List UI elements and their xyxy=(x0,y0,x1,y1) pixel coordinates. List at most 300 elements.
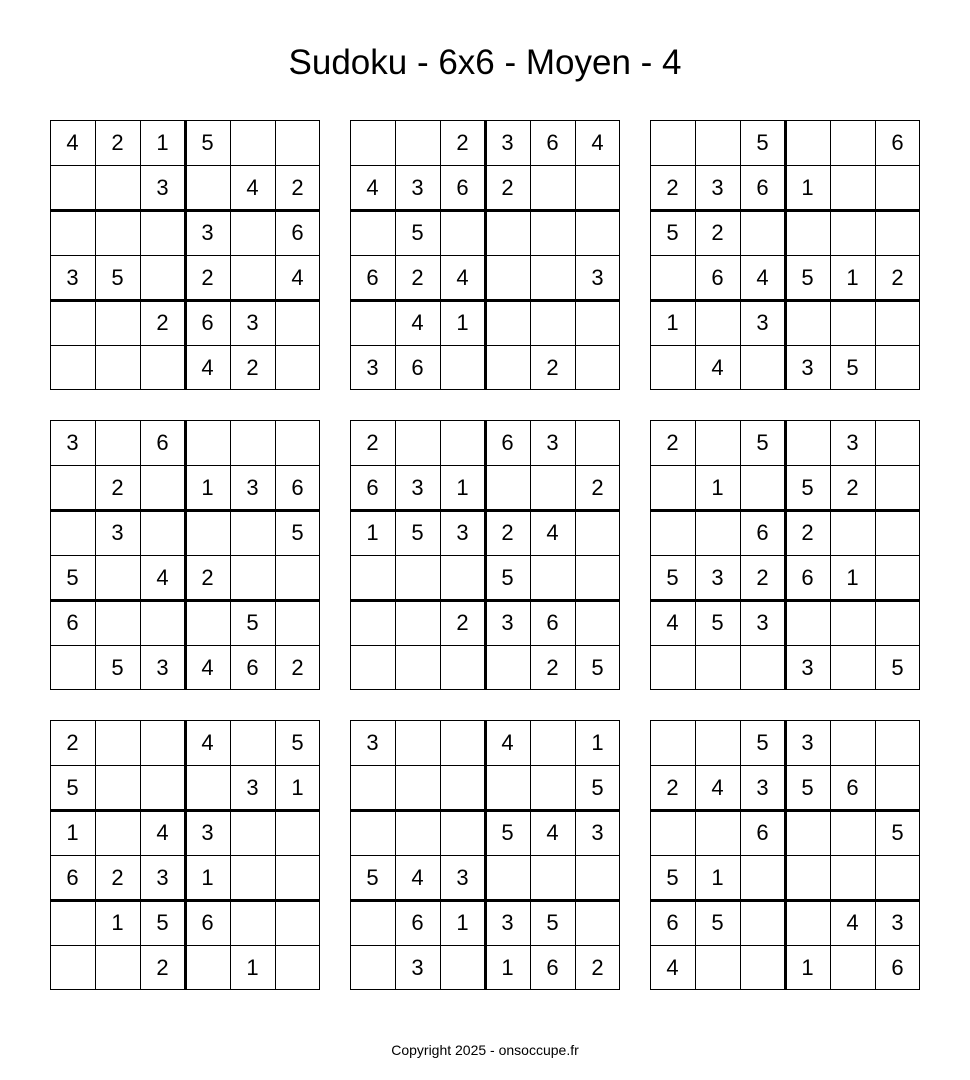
sudoku-cell[interactable]: 2 xyxy=(411,265,424,290)
sudoku-cell[interactable]: 5 xyxy=(411,220,424,245)
sudoku-cell[interactable]: 2 xyxy=(66,730,79,755)
sudoku-cell[interactable]: 5 xyxy=(756,130,769,155)
sudoku-cell[interactable] xyxy=(785,810,830,855)
sudoku-cell[interactable]: 3 xyxy=(411,475,424,500)
sudoku-cell[interactable] xyxy=(650,720,695,765)
sudoku-cell[interactable] xyxy=(140,345,185,390)
sudoku-cell[interactable] xyxy=(785,900,830,945)
sudoku-cell[interactable]: 3 xyxy=(756,775,769,800)
sudoku-cell[interactable] xyxy=(740,900,785,945)
sudoku-cell[interactable] xyxy=(440,555,485,600)
sudoku-cell[interactable]: 1 xyxy=(711,865,724,890)
sudoku-cell[interactable] xyxy=(275,120,320,165)
sudoku-cell[interactable]: 4 xyxy=(666,955,679,980)
sudoku-cell[interactable] xyxy=(695,510,740,555)
sudoku-cell[interactable]: 4 xyxy=(666,610,679,635)
sudoku-cell[interactable] xyxy=(185,510,230,555)
sudoku-cell[interactable]: 5 xyxy=(711,610,724,635)
sudoku-cell[interactable]: 3 xyxy=(66,430,79,455)
sudoku-cell[interactable]: 1 xyxy=(666,310,679,335)
sudoku-cell[interactable] xyxy=(695,810,740,855)
sudoku-cell[interactable] xyxy=(530,255,575,300)
sudoku-cell[interactable] xyxy=(440,810,485,855)
sudoku-cell[interactable]: 3 xyxy=(801,730,814,755)
sudoku-cell[interactable]: 3 xyxy=(246,475,259,500)
sudoku-cell[interactable]: 4 xyxy=(66,130,79,155)
sudoku-cell[interactable]: 5 xyxy=(756,730,769,755)
sudoku-cell[interactable] xyxy=(440,345,485,390)
sudoku-cell[interactable] xyxy=(95,165,140,210)
sudoku-cell[interactable]: 2 xyxy=(156,310,169,335)
sudoku-cell[interactable]: 4 xyxy=(201,355,214,380)
sudoku-cell[interactable]: 5 xyxy=(666,220,679,245)
sudoku-cell[interactable]: 2 xyxy=(111,130,124,155)
sudoku-cell[interactable] xyxy=(230,420,275,465)
sudoku-cell[interactable] xyxy=(575,855,620,900)
sudoku-cell[interactable] xyxy=(785,120,830,165)
sudoku-cell[interactable]: 6 xyxy=(756,175,769,200)
sudoku-cell[interactable]: 6 xyxy=(456,175,469,200)
sudoku-cell[interactable]: 5 xyxy=(666,565,679,590)
sudoku-cell[interactable]: 4 xyxy=(156,820,169,845)
sudoku-cell[interactable]: 2 xyxy=(291,175,304,200)
sudoku-cell[interactable]: 2 xyxy=(201,265,214,290)
sudoku-cell[interactable] xyxy=(530,465,575,510)
sudoku-cell[interactable]: 1 xyxy=(501,955,514,980)
sudoku-cell[interactable] xyxy=(875,765,920,810)
sudoku-cell[interactable] xyxy=(50,300,95,345)
sudoku-cell[interactable] xyxy=(785,600,830,645)
sudoku-cell[interactable]: 1 xyxy=(456,475,469,500)
sudoku-cell[interactable] xyxy=(575,555,620,600)
sudoku-cell[interactable] xyxy=(230,900,275,945)
sudoku-cell[interactable]: 1 xyxy=(456,310,469,335)
sudoku-cell[interactable]: 6 xyxy=(756,520,769,545)
sudoku-cell[interactable] xyxy=(530,855,575,900)
sudoku-cell[interactable]: 3 xyxy=(756,610,769,635)
sudoku-cell[interactable] xyxy=(395,720,440,765)
sudoku-cell[interactable] xyxy=(185,600,230,645)
sudoku-cell[interactable]: 2 xyxy=(591,955,604,980)
sudoku-cell[interactable]: 4 xyxy=(366,175,379,200)
sudoku-cell[interactable] xyxy=(875,300,920,345)
sudoku-cell[interactable] xyxy=(875,210,920,255)
sudoku-cell[interactable]: 2 xyxy=(546,655,559,680)
sudoku-cell[interactable] xyxy=(875,345,920,390)
sudoku-cell[interactable]: 6 xyxy=(291,220,304,245)
sudoku-cell[interactable]: 6 xyxy=(801,565,814,590)
sudoku-cell[interactable]: 5 xyxy=(711,910,724,935)
sudoku-cell[interactable] xyxy=(740,210,785,255)
sudoku-cell[interactable] xyxy=(485,855,530,900)
sudoku-cell[interactable] xyxy=(350,120,395,165)
sudoku-cell[interactable] xyxy=(230,510,275,555)
sudoku-cell[interactable]: 2 xyxy=(756,565,769,590)
sudoku-cell[interactable] xyxy=(350,300,395,345)
sudoku-cell[interactable] xyxy=(575,300,620,345)
sudoku-cell[interactable]: 2 xyxy=(501,175,514,200)
sudoku-cell[interactable] xyxy=(875,600,920,645)
sudoku-cell[interactable] xyxy=(440,420,485,465)
sudoku-cell[interactable] xyxy=(830,120,875,165)
sudoku-cell[interactable] xyxy=(875,465,920,510)
sudoku-cell[interactable]: 2 xyxy=(111,865,124,890)
sudoku-cell[interactable] xyxy=(95,420,140,465)
sudoku-cell[interactable] xyxy=(275,420,320,465)
sudoku-cell[interactable] xyxy=(185,765,230,810)
sudoku-cell[interactable] xyxy=(95,210,140,255)
sudoku-cell[interactable]: 6 xyxy=(546,130,559,155)
sudoku-cell[interactable]: 6 xyxy=(546,955,559,980)
sudoku-cell[interactable] xyxy=(140,510,185,555)
sudoku-cell[interactable]: 5 xyxy=(111,265,124,290)
sudoku-cell[interactable] xyxy=(530,210,575,255)
sudoku-cell[interactable]: 4 xyxy=(246,175,259,200)
sudoku-cell[interactable] xyxy=(875,420,920,465)
sudoku-cell[interactable]: 3 xyxy=(501,610,514,635)
sudoku-cell[interactable]: 3 xyxy=(801,655,814,680)
sudoku-cell[interactable]: 2 xyxy=(711,220,724,245)
sudoku-cell[interactable] xyxy=(650,120,695,165)
sudoku-cell[interactable]: 6 xyxy=(201,310,214,335)
sudoku-cell[interactable]: 3 xyxy=(201,820,214,845)
sudoku-cell[interactable] xyxy=(140,465,185,510)
sudoku-cell[interactable]: 3 xyxy=(801,355,814,380)
sudoku-cell[interactable] xyxy=(830,210,875,255)
sudoku-cell[interactable] xyxy=(275,945,320,990)
sudoku-cell[interactable] xyxy=(830,600,875,645)
sudoku-cell[interactable] xyxy=(275,900,320,945)
sudoku-cell[interactable] xyxy=(50,945,95,990)
sudoku-cell[interactable]: 5 xyxy=(291,520,304,545)
sudoku-cell[interactable]: 5 xyxy=(501,565,514,590)
sudoku-cell[interactable] xyxy=(350,600,395,645)
sudoku-cell[interactable] xyxy=(740,345,785,390)
sudoku-cell[interactable]: 4 xyxy=(411,865,424,890)
sudoku-cell[interactable]: 5 xyxy=(66,775,79,800)
sudoku-cell[interactable] xyxy=(875,855,920,900)
sudoku-cell[interactable] xyxy=(95,810,140,855)
sudoku-cell[interactable]: 3 xyxy=(66,265,79,290)
sudoku-cell[interactable] xyxy=(695,120,740,165)
sudoku-cell[interactable]: 2 xyxy=(801,520,814,545)
sudoku-cell[interactable] xyxy=(230,810,275,855)
sudoku-cell[interactable]: 3 xyxy=(546,430,559,455)
sudoku-cell[interactable] xyxy=(575,420,620,465)
sudoku-cell[interactable] xyxy=(50,900,95,945)
sudoku-cell[interactable]: 6 xyxy=(501,430,514,455)
sudoku-cell[interactable] xyxy=(695,945,740,990)
sudoku-cell[interactable]: 4 xyxy=(201,730,214,755)
sudoku-cell[interactable]: 2 xyxy=(246,355,259,380)
sudoku-cell[interactable] xyxy=(50,345,95,390)
sudoku-cell[interactable]: 4 xyxy=(711,355,724,380)
sudoku-cell[interactable] xyxy=(140,765,185,810)
sudoku-cell[interactable]: 3 xyxy=(846,430,859,455)
sudoku-cell[interactable] xyxy=(530,300,575,345)
sudoku-cell[interactable]: 6 xyxy=(846,775,859,800)
sudoku-cell[interactable]: 6 xyxy=(891,130,904,155)
sudoku-cell[interactable]: 5 xyxy=(546,910,559,935)
sudoku-cell[interactable] xyxy=(575,210,620,255)
sudoku-cell[interactable]: 4 xyxy=(756,265,769,290)
sudoku-cell[interactable] xyxy=(275,810,320,855)
sudoku-cell[interactable]: 5 xyxy=(801,265,814,290)
sudoku-cell[interactable]: 1 xyxy=(201,475,214,500)
sudoku-cell[interactable]: 1 xyxy=(66,820,79,845)
sudoku-cell[interactable] xyxy=(95,345,140,390)
sudoku-cell[interactable] xyxy=(485,645,530,690)
sudoku-cell[interactable] xyxy=(875,165,920,210)
sudoku-cell[interactable]: 3 xyxy=(591,820,604,845)
sudoku-cell[interactable] xyxy=(230,210,275,255)
sudoku-cell[interactable] xyxy=(230,255,275,300)
sudoku-cell[interactable] xyxy=(395,120,440,165)
sudoku-cell[interactable] xyxy=(650,345,695,390)
sudoku-cell[interactable]: 4 xyxy=(291,265,304,290)
sudoku-cell[interactable] xyxy=(740,465,785,510)
sudoku-cell[interactable] xyxy=(485,210,530,255)
sudoku-cell[interactable]: 1 xyxy=(366,520,379,545)
sudoku-cell[interactable] xyxy=(440,210,485,255)
sudoku-cell[interactable] xyxy=(230,120,275,165)
sudoku-cell[interactable]: 3 xyxy=(456,520,469,545)
sudoku-cell[interactable] xyxy=(740,855,785,900)
sudoku-cell[interactable] xyxy=(440,945,485,990)
sudoku-cell[interactable] xyxy=(875,555,920,600)
sudoku-cell[interactable]: 3 xyxy=(156,655,169,680)
sudoku-cell[interactable] xyxy=(440,645,485,690)
sudoku-cell[interactable]: 1 xyxy=(456,910,469,935)
sudoku-cell[interactable] xyxy=(275,555,320,600)
sudoku-cell[interactable]: 2 xyxy=(666,430,679,455)
sudoku-cell[interactable] xyxy=(695,720,740,765)
sudoku-cell[interactable]: 5 xyxy=(801,775,814,800)
sudoku-cell[interactable] xyxy=(275,300,320,345)
sudoku-cell[interactable]: 6 xyxy=(201,910,214,935)
sudoku-cell[interactable]: 4 xyxy=(711,775,724,800)
sudoku-cell[interactable] xyxy=(95,600,140,645)
sudoku-cell[interactable] xyxy=(575,345,620,390)
sudoku-cell[interactable] xyxy=(350,645,395,690)
sudoku-cell[interactable] xyxy=(785,210,830,255)
sudoku-cell[interactable]: 2 xyxy=(846,475,859,500)
sudoku-cell[interactable] xyxy=(395,600,440,645)
sudoku-cell[interactable] xyxy=(395,765,440,810)
sudoku-cell[interactable]: 2 xyxy=(666,175,679,200)
sudoku-cell[interactable] xyxy=(875,510,920,555)
sudoku-cell[interactable] xyxy=(95,765,140,810)
sudoku-cell[interactable]: 5 xyxy=(111,655,124,680)
sudoku-cell[interactable]: 5 xyxy=(411,520,424,545)
sudoku-cell[interactable] xyxy=(695,300,740,345)
sudoku-cell[interactable] xyxy=(95,720,140,765)
sudoku-cell[interactable]: 2 xyxy=(546,355,559,380)
sudoku-cell[interactable] xyxy=(230,720,275,765)
sudoku-cell[interactable]: 1 xyxy=(156,130,169,155)
sudoku-cell[interactable]: 1 xyxy=(711,475,724,500)
sudoku-cell[interactable]: 5 xyxy=(201,130,214,155)
sudoku-cell[interactable]: 1 xyxy=(846,265,859,290)
sudoku-cell[interactable]: 1 xyxy=(846,565,859,590)
sudoku-cell[interactable] xyxy=(530,720,575,765)
sudoku-cell[interactable] xyxy=(695,420,740,465)
sudoku-cell[interactable] xyxy=(575,600,620,645)
sudoku-cell[interactable]: 6 xyxy=(156,430,169,455)
sudoku-cell[interactable] xyxy=(275,600,320,645)
sudoku-cell[interactable] xyxy=(185,165,230,210)
sudoku-cell[interactable]: 5 xyxy=(291,730,304,755)
sudoku-cell[interactable] xyxy=(650,645,695,690)
sudoku-cell[interactable] xyxy=(785,420,830,465)
sudoku-cell[interactable]: 4 xyxy=(546,820,559,845)
sudoku-cell[interactable]: 5 xyxy=(666,865,679,890)
sudoku-cell[interactable] xyxy=(650,510,695,555)
sudoku-cell[interactable]: 6 xyxy=(246,655,259,680)
sudoku-cell[interactable]: 3 xyxy=(456,865,469,890)
sudoku-cell[interactable] xyxy=(740,945,785,990)
sudoku-cell[interactable]: 3 xyxy=(156,865,169,890)
sudoku-cell[interactable]: 3 xyxy=(501,130,514,155)
sudoku-cell[interactable]: 2 xyxy=(201,565,214,590)
sudoku-cell[interactable] xyxy=(575,165,620,210)
sudoku-cell[interactable]: 3 xyxy=(501,910,514,935)
sudoku-cell[interactable]: 3 xyxy=(201,220,214,245)
sudoku-cell[interactable]: 6 xyxy=(666,910,679,935)
sudoku-cell[interactable] xyxy=(185,420,230,465)
sudoku-cell[interactable]: 2 xyxy=(591,475,604,500)
sudoku-cell[interactable]: 5 xyxy=(156,910,169,935)
sudoku-cell[interactable]: 6 xyxy=(411,910,424,935)
sudoku-cell[interactable] xyxy=(485,765,530,810)
sudoku-cell[interactable]: 5 xyxy=(891,820,904,845)
sudoku-cell[interactable]: 3 xyxy=(411,955,424,980)
sudoku-cell[interactable] xyxy=(50,510,95,555)
sudoku-cell[interactable]: 6 xyxy=(711,265,724,290)
sudoku-cell[interactable] xyxy=(830,945,875,990)
sudoku-cell[interactable]: 1 xyxy=(291,775,304,800)
sudoku-cell[interactable] xyxy=(785,855,830,900)
sudoku-cell[interactable] xyxy=(485,465,530,510)
sudoku-cell[interactable]: 5 xyxy=(501,820,514,845)
sudoku-cell[interactable]: 3 xyxy=(711,175,724,200)
sudoku-cell[interactable] xyxy=(230,855,275,900)
sudoku-cell[interactable]: 5 xyxy=(846,355,859,380)
sudoku-cell[interactable]: 6 xyxy=(291,475,304,500)
sudoku-cell[interactable]: 5 xyxy=(591,655,604,680)
sudoku-cell[interactable] xyxy=(395,555,440,600)
sudoku-cell[interactable]: 6 xyxy=(756,820,769,845)
sudoku-cell[interactable] xyxy=(140,255,185,300)
sudoku-cell[interactable]: 3 xyxy=(246,775,259,800)
sudoku-cell[interactable] xyxy=(395,810,440,855)
sudoku-cell[interactable] xyxy=(350,810,395,855)
sudoku-cell[interactable]: 4 xyxy=(846,910,859,935)
sudoku-cell[interactable] xyxy=(530,165,575,210)
sudoku-cell[interactable] xyxy=(140,600,185,645)
sudoku-cell[interactable] xyxy=(440,720,485,765)
sudoku-cell[interactable] xyxy=(830,300,875,345)
sudoku-cell[interactable]: 2 xyxy=(291,655,304,680)
sudoku-cell[interactable] xyxy=(350,555,395,600)
sudoku-cell[interactable]: 2 xyxy=(156,955,169,980)
sudoku-cell[interactable] xyxy=(95,555,140,600)
sudoku-cell[interactable]: 5 xyxy=(891,655,904,680)
sudoku-cell[interactable]: 4 xyxy=(201,655,214,680)
sudoku-cell[interactable] xyxy=(185,945,230,990)
sudoku-cell[interactable]: 4 xyxy=(591,130,604,155)
sudoku-cell[interactable]: 2 xyxy=(891,265,904,290)
sudoku-cell[interactable] xyxy=(830,510,875,555)
sudoku-cell[interactable] xyxy=(485,345,530,390)
sudoku-cell[interactable]: 3 xyxy=(711,565,724,590)
sudoku-cell[interactable]: 6 xyxy=(366,475,379,500)
sudoku-cell[interactable] xyxy=(50,465,95,510)
sudoku-cell[interactable] xyxy=(350,945,395,990)
sudoku-cell[interactable] xyxy=(650,465,695,510)
sudoku-cell[interactable] xyxy=(575,510,620,555)
sudoku-cell[interactable] xyxy=(95,300,140,345)
sudoku-cell[interactable] xyxy=(830,645,875,690)
sudoku-cell[interactable] xyxy=(350,765,395,810)
sudoku-cell[interactable]: 3 xyxy=(591,265,604,290)
sudoku-cell[interactable] xyxy=(830,165,875,210)
sudoku-cell[interactable] xyxy=(530,765,575,810)
sudoku-cell[interactable]: 4 xyxy=(156,565,169,590)
sudoku-cell[interactable]: 1 xyxy=(111,910,124,935)
sudoku-cell[interactable]: 2 xyxy=(111,475,124,500)
sudoku-cell[interactable] xyxy=(785,300,830,345)
sudoku-cell[interactable] xyxy=(875,720,920,765)
sudoku-cell[interactable]: 6 xyxy=(366,265,379,290)
sudoku-cell[interactable]: 2 xyxy=(501,520,514,545)
sudoku-cell[interactable]: 1 xyxy=(591,730,604,755)
sudoku-cell[interactable] xyxy=(275,345,320,390)
sudoku-cell[interactable]: 3 xyxy=(156,175,169,200)
sudoku-cell[interactable]: 4 xyxy=(546,520,559,545)
sudoku-cell[interactable] xyxy=(650,255,695,300)
sudoku-cell[interactable]: 3 xyxy=(366,730,379,755)
sudoku-cell[interactable]: 5 xyxy=(756,430,769,455)
sudoku-cell[interactable] xyxy=(275,855,320,900)
sudoku-cell[interactable] xyxy=(230,555,275,600)
sudoku-cell[interactable]: 3 xyxy=(756,310,769,335)
sudoku-cell[interactable]: 5 xyxy=(66,565,79,590)
sudoku-cell[interactable] xyxy=(50,645,95,690)
sudoku-cell[interactable] xyxy=(50,165,95,210)
sudoku-cell[interactable]: 3 xyxy=(891,910,904,935)
sudoku-cell[interactable] xyxy=(95,945,140,990)
sudoku-cell[interactable] xyxy=(740,645,785,690)
sudoku-cell[interactable] xyxy=(830,720,875,765)
sudoku-cell[interactable] xyxy=(395,645,440,690)
sudoku-cell[interactable]: 3 xyxy=(111,520,124,545)
sudoku-cell[interactable] xyxy=(140,720,185,765)
sudoku-cell[interactable] xyxy=(695,645,740,690)
sudoku-cell[interactable]: 2 xyxy=(456,130,469,155)
sudoku-cell[interactable] xyxy=(485,255,530,300)
sudoku-cell[interactable]: 5 xyxy=(591,775,604,800)
sudoku-cell[interactable]: 5 xyxy=(246,610,259,635)
sudoku-cell[interactable]: 5 xyxy=(801,475,814,500)
sudoku-cell[interactable] xyxy=(350,900,395,945)
sudoku-cell[interactable]: 1 xyxy=(801,955,814,980)
sudoku-cell[interactable] xyxy=(395,420,440,465)
sudoku-cell[interactable] xyxy=(650,810,695,855)
sudoku-cell[interactable]: 5 xyxy=(366,865,379,890)
sudoku-cell[interactable]: 1 xyxy=(246,955,259,980)
sudoku-cell[interactable]: 3 xyxy=(366,355,379,380)
